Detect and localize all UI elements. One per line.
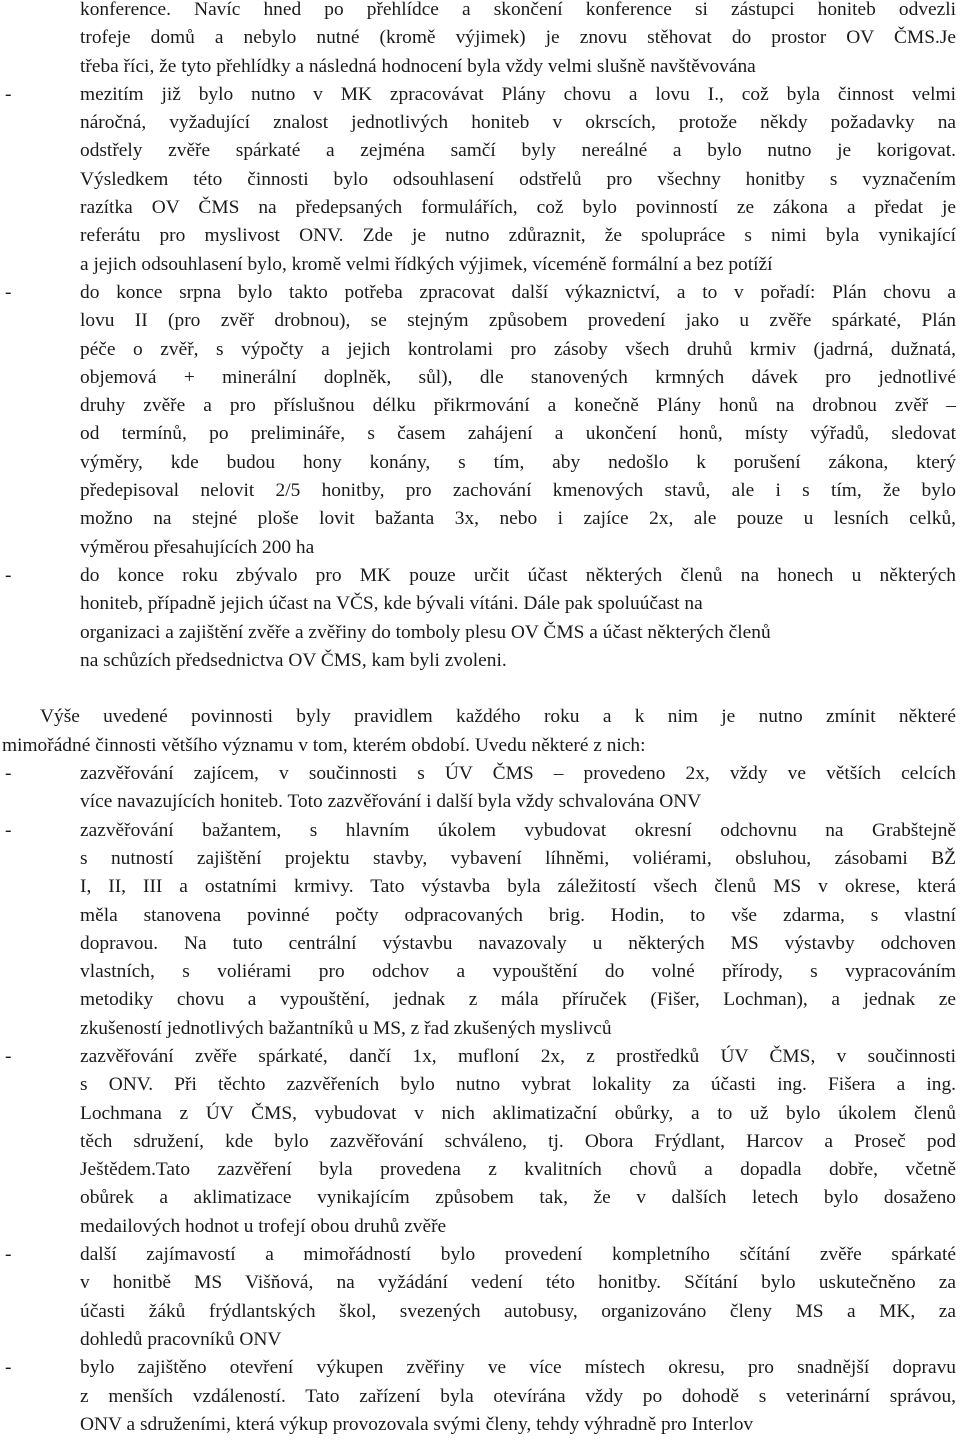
line-text: mimořádné činnosti většího významu v tom, kterém období. Uvedu některé z nich:: [2, 734, 646, 756]
line-text: I, II, III a ostatními krmivy. Tato výstavba byla záležitostí všech členů MS v okrese, která: [80, 876, 956, 898]
text-line: [0, 1184, 960, 1212]
text-line: [0, 760, 960, 788]
text-line: [0, 958, 960, 986]
text-line: [0, 1043, 960, 1071]
text-line: [0, 0, 960, 24]
text-line: [0, 703, 960, 731]
text-line: [0, 986, 960, 1014]
text-line: [0, 902, 960, 930]
line-text: Ještědem.Tato zazvěření byla provedena z kvalitních chovů a dopadla dobře, včetně: [80, 1159, 956, 1181]
text-line: [0, 534, 960, 562]
paragraph-gap: [0, 675, 960, 703]
text-line: [0, 1015, 960, 1043]
list-dash: -: [5, 1244, 12, 1266]
text-line: [0, 788, 960, 816]
line-text: vlastních, s voliérami pro odchov a vypouštění do volné přírody, s vypracováním: [80, 961, 956, 983]
line-text: s nutností zajištění projektu stavby, vybavení líhněmi, voliérami, obsluhou, zásobami BŽ: [80, 847, 956, 869]
line-text: druhy zvěře a pro příslušnou délku přikrmování a konečně Plány honů na drobnou zvěř –: [80, 395, 956, 417]
line-text: konference. Navíc hned po přehlídce a skončení konference si zástupci honiteb odvezli: [80, 0, 956, 20]
text-line: [0, 24, 960, 52]
line-text: metodiky chovu a vypouštění, jednak z mála příruček (Fišer, Lochman), a jednak ze: [80, 989, 956, 1011]
text-line: [0, 81, 960, 109]
text-line: [0, 1100, 960, 1128]
line-text: náročná, vyžadující znalost jednotlivých honiteb v okrscích, protože někdy požadavky na: [80, 112, 956, 134]
line-text: odstřely zvěře spárkaté a zejména samčí byly nereálné a bylo nutno je korigovat.: [80, 140, 956, 162]
line-text: referátu pro myslivost ONV. Zde je nutno zdůraznit, že spolupráce s nimi byla vynikající: [80, 225, 956, 247]
line-text: těch sdružení, kde bylo zazvěřování schváleno, tj. Obora Frýdlant, Harcov a Proseč pod: [80, 1130, 956, 1152]
line-text: zazvěřování bažantem, s hlavním úkolem vybudovat okresní odchovnu na Grabštejně: [80, 819, 956, 841]
line-text: do konce roku zbývalo pro MK pouze určit účast některých členů na honech u některých: [80, 564, 956, 586]
text-line: [0, 449, 960, 477]
line-text: z menších vzdáleností. Tato zařízení byla otevírána vždy po dohodě s veterinární správou,: [80, 1385, 956, 1407]
text-line: [0, 930, 960, 958]
text-line: [0, 1326, 960, 1354]
text-line: [0, 364, 960, 392]
line-text: měla stanovena povinné počty odpracovaných brig. Hodin, to vše zdarma, s vlastní: [80, 904, 956, 926]
list-dash: -: [5, 1045, 12, 1067]
text-line: [0, 420, 960, 448]
list-dash: -: [5, 281, 12, 303]
line-text: na schůzích předsednictva OV ČMS, kam byli zvoleni.: [80, 649, 507, 671]
line-text: honiteb, případně jejich účast na VČS, kde bývali vítáni. Dále pak spoluúčast na: [80, 593, 703, 615]
line-text: trofeje domů a nebylo nutné (kromě výjimek) je znovu stěhovat do prostor OV ČMS.Je: [80, 27, 956, 49]
line-text: obůrek a aklimatizace vynikajícím způsobem tak, že v dalších letech bylo dosaženo: [80, 1187, 956, 1209]
text-line: [0, 873, 960, 901]
line-text: a jejich odsouhlasení bylo, kromě velmi řídkých výjimek, víceméně formální a bez potíží: [80, 253, 773, 275]
text-line: [0, 1156, 960, 1184]
line-text: Výše uvedené povinnosti byly pravidlem každého roku a k nim je nutno zmínit některé: [40, 706, 956, 728]
text-line: [0, 562, 960, 590]
line-text: výměrou přesahujících 200 ha: [80, 536, 315, 558]
text-line: [0, 817, 960, 845]
list-dash: -: [5, 564, 12, 586]
text-line: [0, 505, 960, 533]
text-line: [0, 590, 960, 618]
line-text: od termínů, po prelimináře, s časem zahájení a ukončení honů, místy výřadů, sledovat: [80, 423, 956, 445]
text-line: [0, 1383, 960, 1411]
text-line: [0, 732, 960, 760]
line-text: mezitím již bylo nutno v MK zpracovávat Plány chovu a lovu I., což byla činnost velmi: [80, 83, 956, 105]
line-text: zazvěřování zvěře spárkaté, dančí 1x, mufloní 2x, z prostředků ÚV ČMS, v součinnosti: [80, 1045, 956, 1067]
text-line: [0, 1269, 960, 1297]
line-text: lovu II (pro zvěř drobnou), se stejným způsobem provedení jako u zvěře spárkaté, Plán: [80, 310, 956, 332]
text-line: [0, 279, 960, 307]
line-text: v honitbě MS Višňová, na vyžádání vedení této honitby. Sčítání bylo uskutečněno za: [80, 1272, 956, 1294]
text-line: [0, 137, 960, 165]
line-text: účasti žáků frýdlantských škol, svezených autobusy, organizováno členy MS a MK, za: [80, 1300, 956, 1322]
line-text: předepisoval nelovit 2/5 honitby, pro zachování kmenových stavů, ale i s tím, že bylo: [80, 480, 956, 502]
line-text: Výsledkem této činnosti bylo odsouhlasení odstřelů pro všechny honitby s vyznačením: [80, 168, 956, 190]
line-text: zkušeností jednotlivých bažantníků u MS, z řad zkušených myslivců: [80, 1017, 612, 1039]
text-line: [0, 1354, 960, 1382]
list-dash: -: [5, 763, 12, 785]
text-line: [0, 222, 960, 250]
text-line: [0, 1411, 960, 1439]
line-text: organizaci a zajištění zvěře a zvěřiny do tomboly plesu OV ČMS a účast některých členů: [80, 621, 771, 643]
list-dash: -: [5, 83, 12, 105]
text-line: [0, 307, 960, 335]
text-line: [0, 647, 960, 675]
list-dash: -: [5, 819, 12, 841]
text-line: [0, 1241, 960, 1269]
line-text: možno na stejné ploše lovit bažanta 3x, nebo i zajíce 2x, ale pouze u lesních celků,: [80, 508, 956, 530]
text-line: [0, 1128, 960, 1156]
text-line: [0, 166, 960, 194]
text-line: [0, 477, 960, 505]
text-line: [0, 53, 960, 81]
text-line: [0, 1298, 960, 1326]
line-text: dohledů pracovníků ONV: [80, 1328, 282, 1350]
text-line: [0, 1071, 960, 1099]
text-line: [0, 619, 960, 647]
line-text: ONV a sdruženími, která výkup provozovala svými členy, tehdy výhradně pro Interlov: [80, 1413, 754, 1435]
line-text: zazvěřování zajícem, v součinnosti s ÚV ČMS – provedeno 2x, vždy ve větších celcích: [80, 763, 956, 785]
text-line: [0, 109, 960, 137]
line-text: třeba říci, že tyto přehlídky a následná hodnocení byla vždy velmi slušně navštěvována: [80, 55, 756, 77]
line-text: dopravou. Na tuto centrální výstavbu navazovaly u některých MS výstavby odchoven: [80, 932, 956, 954]
line-text: další zajímavostí a mimořádností bylo provedení kompletního sčítání zvěře spárkaté: [80, 1244, 956, 1266]
text-line: [0, 392, 960, 420]
text-line: [0, 1213, 960, 1241]
line-text: razítka OV ČMS na předepsaných formulářích, což bylo povinností ze zákona a předat je: [80, 197, 956, 219]
line-text: více navazujících honiteb. Toto zazvěřování i další byla vždy schvalována ONV: [80, 791, 702, 813]
line-text: medailových hodnot u trofejí obou druhů zvěře: [80, 1215, 447, 1237]
text-line: [0, 251, 960, 279]
line-text: objemová + minerální doplněk, sůl), dle stanovených krmných dávek pro jednotlivé: [80, 366, 956, 388]
line-text: do konce srpna bylo takto potřeba zpracovat další výkaznictví, a to v pořadí: Plán chovu a: [80, 281, 956, 303]
text-line: [0, 194, 960, 222]
line-text: bylo zajištěno otevření výkupen zvěřiny ve více místech okresu, pro snadnější dopravu: [80, 1357, 956, 1379]
text-line: [0, 336, 960, 364]
line-text: výměry, kde budou hony konány, s tím, aby nedošlo k porušení zákona, který: [80, 451, 956, 473]
line-text: Lochmana z ÚV ČMS, vybudovat v nich aklimatizační obůrky, a to už bylo úkolem členů: [80, 1102, 956, 1124]
text-line: [0, 845, 960, 873]
line-text: péče o zvěř, s výpočty a jejich kontrolami pro zásoby všech druhů krmiv (jadrná, dužnatá,: [80, 338, 956, 360]
line-text: s ONV. Při těchto zazvěřeních bylo nutno vybrat lokality za účasti ing. Fišera a ing.: [80, 1074, 956, 1096]
list-dash: -: [5, 1357, 12, 1379]
